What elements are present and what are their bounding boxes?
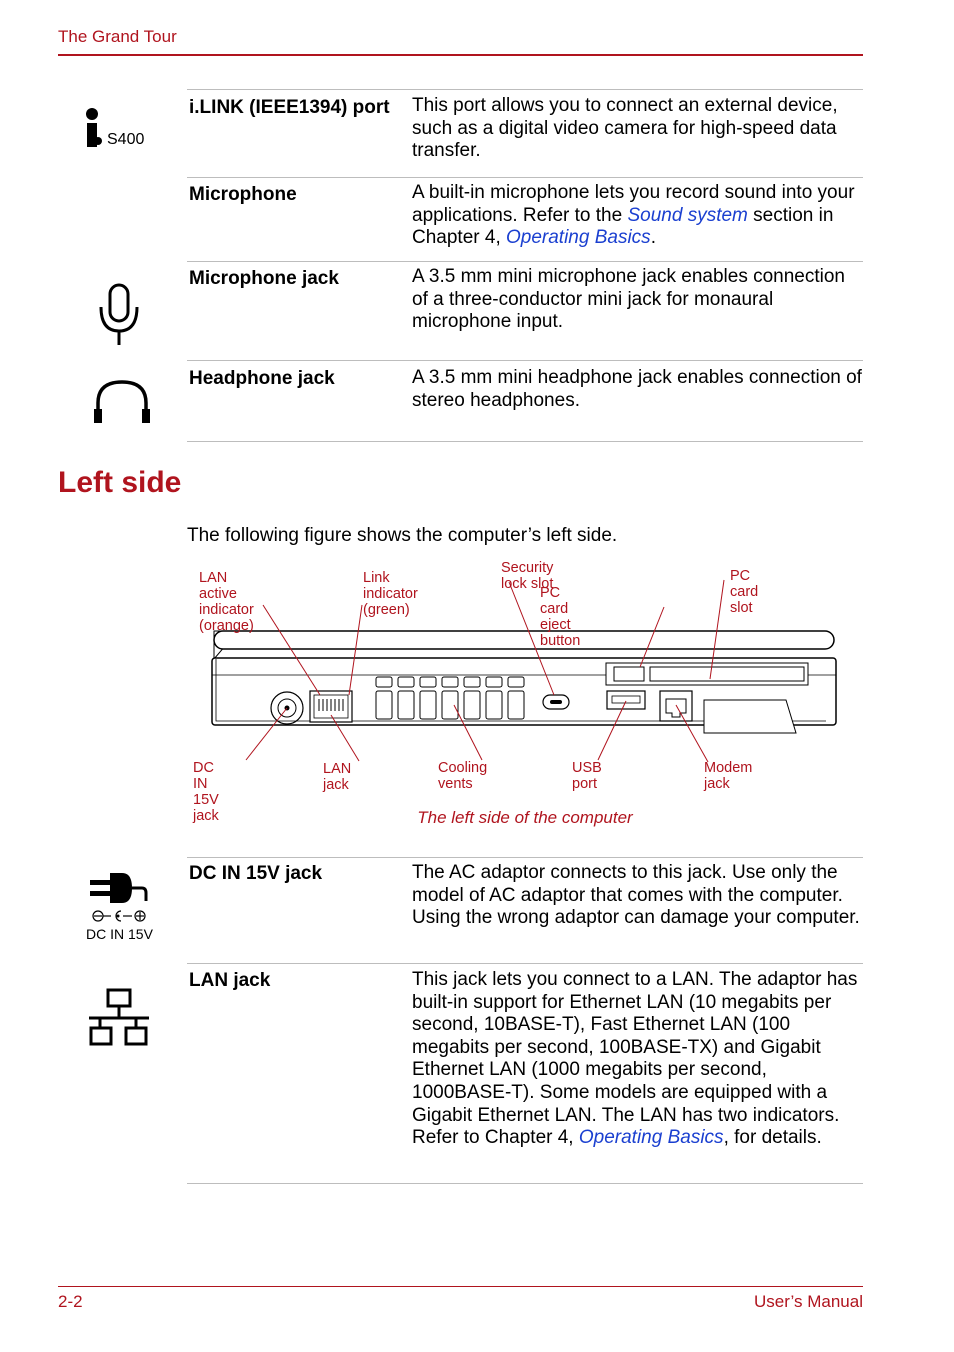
network-icon	[88, 988, 150, 1048]
power-plug-icon-caption: DC IN 15V	[86, 926, 153, 942]
link-sound-system[interactable]: Sound system	[627, 204, 748, 226]
label-modem-jack: Modem jack	[704, 760, 753, 792]
figure-caption: The left side of the computer	[417, 808, 633, 827]
term-microphone: Microphone	[189, 184, 297, 205]
desc-microphone: A built-in microphone lets you record sound into your applications. Refer to the Sound system section in Chapter 4, Operating Basics.	[412, 182, 855, 249]
ilink-icon	[84, 107, 104, 149]
link-operating-basics[interactable]: Operating Basics	[506, 227, 651, 249]
page-number: 2-2	[58, 1292, 83, 1311]
table-rule	[187, 261, 863, 262]
link-operating-basics[interactable]: Operating Basics	[578, 1127, 724, 1149]
term-lan-jack: LAN jack	[189, 970, 271, 991]
table-rule	[187, 963, 863, 964]
label-pc-card-slot: PC card slot	[730, 568, 759, 616]
term-headphone-jack: Headphone jack	[189, 368, 335, 389]
label-link-indicator: Link indicator (green)	[363, 570, 418, 618]
table-rule	[187, 1183, 863, 1184]
header-rule	[58, 54, 863, 56]
desc-dc-in-jack: The AC adaptor connects to this jack. Use only the model of AC adaptor that comes with the computer. Using the wrong adaptor can damage your computer.	[412, 862, 860, 929]
label-usb-port: USB port	[572, 760, 602, 792]
desc-headphone-jack: A 3.5 mm mini headphone jack enables connection of stereo headphones.	[412, 367, 862, 411]
manual-title: User’s Manual	[754, 1292, 863, 1311]
power-plug-icon	[88, 871, 152, 925]
table-rule	[187, 177, 863, 178]
desc-microphone-jack: A 3.5 mm mini microphone jack enables connection of a three-conductor mini jack for monaural microphone input.	[412, 266, 846, 333]
footer-rule	[58, 1286, 863, 1287]
label-lan-active-indicator: LAN active indicator (orange)	[199, 570, 254, 634]
label-security-lock-slot: Security lock slot	[501, 560, 554, 592]
label-dc-in-jack: DC IN 15V jack	[193, 760, 219, 824]
table-rule	[187, 857, 863, 858]
term-ilink: i.LINK (IEEE1394) port	[189, 97, 390, 118]
label-cooling-vents: Cooling vents	[438, 760, 488, 792]
ilink-icon-caption: S400	[107, 131, 145, 148]
running-header: The Grand Tour	[58, 27, 177, 46]
label-lan-jack: LAN jack	[323, 761, 352, 793]
desc-ilink: This port allows you to connect an external device, such as a digital video camera for high-speed data transfer.	[412, 95, 838, 162]
table-rule	[187, 360, 863, 361]
table-rule	[187, 89, 863, 90]
desc-lan-jack: This jack lets you connect to a LAN. The adaptor has built-in support for Ethernet LAN (10 megabits per second, 10BASE-T), Fast Ethernet LAN (100 megabits per second, 100BASE-TX) and Gigabit Ethernet LAN (1000 megabits per second, 1000BASE-T). Some models are equipped with a Gigabit Ethernet LAN. The LAN has two indicators. Refer to Chapter 4, Operating Basics, for details.	[412, 969, 858, 1149]
term-dc-in-jack: DC IN 15V jack	[189, 863, 323, 884]
term-microphone-jack: Microphone jack	[189, 268, 339, 289]
headphone-icon	[93, 379, 151, 425]
microphone-icon	[97, 283, 141, 347]
section-title: Left side	[58, 466, 182, 499]
table-rule	[187, 441, 863, 442]
section-intro: The following figure shows the computer’s left side.	[187, 525, 618, 546]
label-pc-card-eject-button: PC card eject button	[540, 585, 581, 649]
